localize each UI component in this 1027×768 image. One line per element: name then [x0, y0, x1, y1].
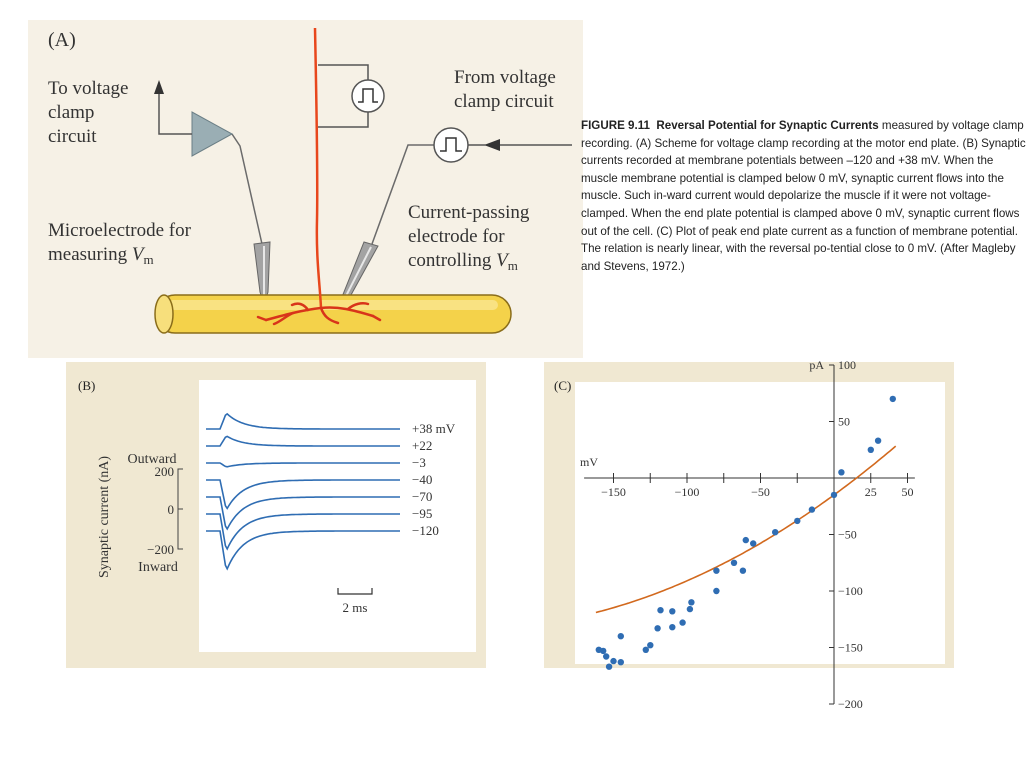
current-passing-label-3: controlling $V_m$	[408, 250, 518, 273]
panel-c-ytick-label: −100	[838, 584, 863, 598]
panel-c-ylabel: pA	[809, 358, 824, 372]
data-point	[643, 647, 649, 653]
svg-text:Microelectrode for measu	[48, 220, 196, 267]
trace-label: +38 mV	[412, 421, 456, 436]
nerve-fiber	[315, 28, 321, 308]
data-point	[740, 568, 746, 574]
data-point	[838, 469, 844, 475]
data-point	[603, 653, 609, 659]
panel-c-plot-area	[575, 382, 945, 664]
from-voltage-clamp-label-1: From voltage	[454, 67, 556, 88]
amplifier-icon	[192, 112, 232, 156]
data-point	[713, 588, 719, 594]
svg-text:To voltage clamp c	[48, 78, 133, 147]
data-point	[890, 396, 896, 402]
to-voltage-clamp-label-1: To voltage	[48, 78, 129, 99]
pulse-generator-right-icon	[434, 128, 468, 162]
data-point	[618, 633, 624, 639]
from-voltage-clamp-label-2: clamp circuit	[454, 91, 554, 112]
svg-text:Current-passing electrod	[408, 202, 534, 273]
panel-c-tag: (C)	[554, 378, 572, 393]
data-point	[669, 624, 675, 630]
panel-b	[66, 362, 486, 668]
panel-b-outward-label: Outward	[127, 452, 177, 467]
data-point	[688, 599, 694, 605]
svg-text:From voltage clamp circu	[454, 67, 561, 112]
data-point	[606, 664, 612, 670]
panel-c-ytick-label: 50	[838, 414, 850, 429]
microelectrode-label-2: measuring $V_m$	[48, 244, 154, 267]
trace-label: −70	[412, 489, 433, 504]
panel-c-xtick-label: −100	[674, 485, 700, 499]
current-passing-label-2: electrode for	[408, 226, 505, 247]
data-point	[679, 619, 685, 625]
trace-label: −40	[412, 472, 433, 487]
panel-c-xlabel: mV	[580, 455, 598, 469]
panel-c-xtick-label: 25	[864, 485, 877, 499]
to-voltage-clamp-label-2: clamp	[48, 102, 95, 123]
panel-c-ytick-label: −200	[838, 697, 863, 711]
left-electrode-wire	[232, 134, 262, 244]
panel-b-ylabel: Synaptic current (nA)	[97, 455, 112, 579]
trace-label: +22	[412, 438, 433, 453]
data-point	[772, 529, 778, 535]
panel-b-chart	[66, 362, 486, 668]
data-point	[600, 648, 606, 654]
panel-b-ytick-200: 200	[154, 464, 174, 479]
data-point	[669, 608, 675, 614]
data-point	[868, 447, 874, 453]
caption-title: Reversal Potential for Synaptic Currents	[656, 119, 879, 132]
trace-label: −95	[412, 506, 433, 521]
data-point	[809, 506, 815, 512]
panel-b-tag: (B)	[78, 378, 96, 393]
panel-a-tag: (A)	[48, 29, 76, 51]
panel-c-ytick-label: −150	[838, 640, 863, 655]
data-point	[610, 658, 616, 664]
panel-c	[544, 358, 954, 711]
data-point	[875, 438, 881, 444]
arrow-left-icon	[484, 139, 500, 151]
caption-body: measured by voltage clamp recording. (A) Scheme for voltage clamp recording at the motor end plate. (B) Synaptic currents recorded at membrane potentials between –120 and +38 mV. When the muscle membrane potential is clamped below 0 mV, synaptic current flows into the muscle. Such in-ward current would depolarize the muscle if it were not voltage-clamped. When the end plate potential is clamped above 0 mV, synaptic current flows out of the cell. (C) Plot of peak end plate current as a function of membrane potential. The relation is nearly linear, with the reversal po-tential close to 0 mV. (After Magleby and Stevens, 1972.)	[581, 119, 1026, 273]
microelectrode-label-1: Microelectrode for	[48, 220, 191, 241]
data-point	[657, 607, 663, 613]
data-point	[743, 537, 749, 543]
panel-c-ytick-label: −50	[838, 527, 857, 542]
panel-c-ytick-label: 100	[838, 358, 856, 372]
trace-label: −3	[412, 455, 426, 470]
panel-c-chart	[544, 358, 954, 711]
data-point	[831, 492, 837, 498]
data-point	[618, 659, 624, 665]
trace-label: −120	[412, 523, 439, 538]
panel-a-diagram	[28, 20, 583, 358]
output-wire	[159, 90, 192, 134]
data-point	[654, 625, 660, 631]
panel-c-xtick-label: −150	[601, 485, 626, 499]
current-passing-label-1: Current-passing	[408, 202, 530, 223]
pulse-generator-top-icon	[352, 80, 384, 112]
to-voltage-clamp-label-3: circuit	[48, 126, 97, 147]
arrow-up-icon	[154, 80, 164, 94]
panel-c-xtick-label: −50	[751, 485, 770, 499]
data-point	[647, 642, 653, 648]
panel-c-xtick-label: 50	[901, 485, 914, 499]
panel-b-ytick-0: 0	[167, 502, 174, 517]
panel-b-ytick-neg200: −200	[147, 542, 174, 557]
data-point	[794, 518, 800, 524]
panel-b-inward-label: Inward	[138, 560, 178, 575]
panel-b-scalebar-label: 2 ms	[342, 600, 368, 615]
data-point	[687, 606, 693, 612]
data-point	[713, 568, 719, 574]
data-point	[750, 540, 756, 546]
figure-caption	[581, 117, 1027, 275]
caption-figure-number: FIGURE 9.11	[581, 119, 650, 132]
data-point	[731, 560, 737, 566]
panel-a	[28, 20, 583, 358]
